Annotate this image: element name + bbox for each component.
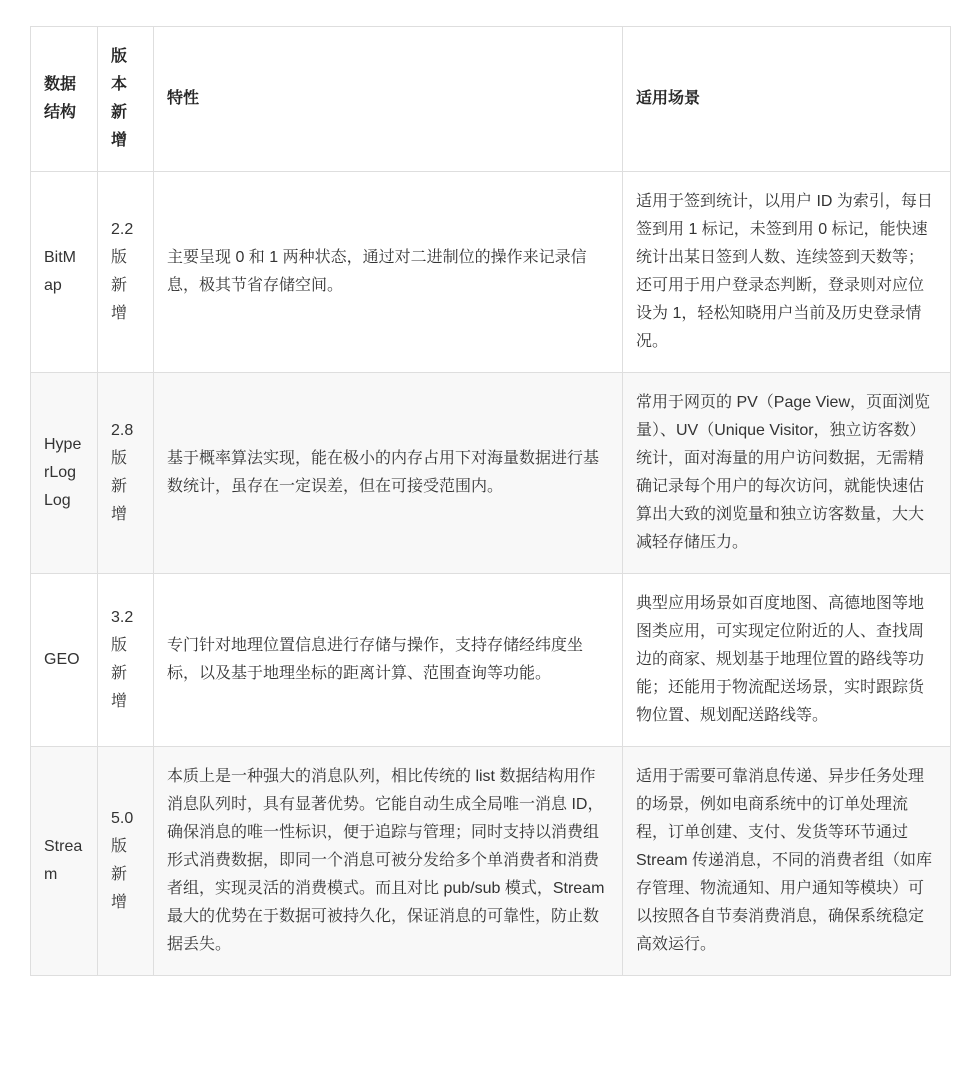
cell-feature: 基于概率算法实现，能在极小的内存占用下对海量数据进行基数统计，虽存在一定误差，但在可接受范围内。 [154, 373, 623, 574]
cell-feature: 本质上是一种强大的消息队列，相比传统的 list 数据结构用作消息队列时，具有显著优势。它能自动生成全局唯一消息 ID，确保消息的唯一性标识，便于追踪与管理；同时支持以消费组形式消费数据，即同一个消息可被分发给多个单消费者和消费者组，实现灵活的消费模式。而且对比 pub/sub 模式，Stream 最大的优势在于数据可被持久化，保证消息的可靠性，防止数据丢失。 [154, 747, 623, 976]
cell-scenario: 适用于签到统计，以用户 ID 为索引，每日签到用 1 标记，未签到用 0 标记，能快速统计出某日签到人数、连续签到天数等；还可用于用户登录态判断，登录则对应位设为 1，轻松知晓用户当前及历史登录情况。 [623, 172, 951, 373]
table-row [31, 574, 951, 747]
cell-version: 3.2版新增 [98, 574, 154, 747]
header-scenario: 适用场景 [623, 27, 951, 172]
cell-name: Stream [31, 747, 98, 976]
cell-name: GEO [31, 574, 98, 747]
table-row [31, 172, 951, 373]
cell-feature: 专门针对地理位置信息进行存储与操作，支持存储经纬度坐标，以及基于地理坐标的距离计算、范围查询等功能。 [154, 574, 623, 747]
cell-name: BitMap [31, 172, 98, 373]
data-structures-table [30, 26, 951, 976]
cell-feature: 主要呈现 0 和 1 两种状态，通过对二进制位的操作来记录信息，极其节省存储空间。 [154, 172, 623, 373]
table-row [31, 373, 951, 574]
cell-version: 2.2版新增 [98, 172, 154, 373]
cell-scenario: 适用于需要可靠消息传递、异步任务处理的场景，例如电商系统中的订单处理流程，订单创建、支付、发货等环节通过 Stream 传递消息，不同的消费者组（如库存管理、物流通知、用户通知等模块）可以按照各自节奏消费消息，确保系统稳定高效运行。 [623, 747, 951, 976]
header-row [31, 27, 951, 172]
cell-name: HyperLogLog [31, 373, 98, 574]
header-version: 版本新增 [98, 27, 154, 172]
cell-version: 5.0版新增 [98, 747, 154, 976]
cell-scenario: 常用于网页的 PV（Page View，页面浏览量）、UV（Unique Visitor，独立访客数）统计，面对海量的用户访问数据，无需精确记录每个用户的每次访问，就能快速估算出大致的浏览量和独立访客数量，大大减轻存储压力。 [623, 373, 951, 574]
table-row [31, 747, 951, 976]
header-data-structure: 数据结构 [31, 27, 98, 172]
cell-scenario: 典型应用场景如百度地图、高德地图等地图类应用，可实现定位附近的人、查找周边的商家、规划基于地理位置的路线等功能；还能用于物流配送场景，实时跟踪货物位置、规划配送路线等。 [623, 574, 951, 747]
cell-version: 2.8版新增 [98, 373, 154, 574]
header-feature: 特性 [154, 27, 623, 172]
